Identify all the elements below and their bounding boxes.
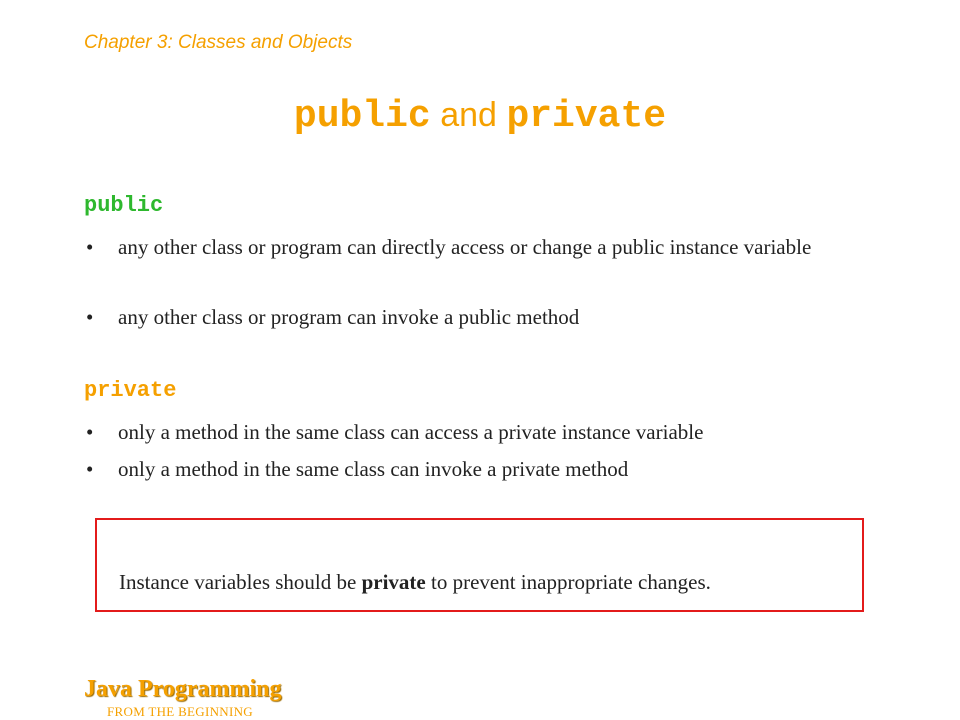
callout-text-after: to prevent inappropriate changes. [425,570,711,594]
list-item [86,302,846,332]
list-item [86,232,846,262]
title-keyword-public: public [293,95,431,138]
bullet-icon: • [86,457,94,481]
slide-title [0,92,960,138]
footer-subtitle: FROM THE BEGINNING [107,704,253,719]
title-keyword-private: private [506,95,667,138]
list-item-text: only a method in the same class can invoke a private method [118,457,629,481]
list-item [86,454,846,484]
bullet-icon: • [86,305,94,329]
callout-box [95,518,864,612]
bullet-icon: • [86,420,94,444]
list-item [86,417,846,447]
public-heading: public [84,193,164,218]
title-conjunction: and [440,96,497,134]
bullet-icon: • [86,235,94,259]
list-item-text: only a method in the same class can access a private instance variable [118,420,704,444]
list-item-text: any other class or program can invoke a public method [118,305,580,329]
callout-text-before: Instance variables should be [119,570,362,594]
private-heading: private [84,378,177,403]
list-item-text: any other class or program can directly access or change a public instance variable [118,235,812,259]
callout-text [119,570,711,595]
chapter-header: Chapter 3: Classes and Objects [84,32,353,53]
footer-logo: Java Programming [84,676,282,702]
callout-text-bold: private [361,570,426,594]
